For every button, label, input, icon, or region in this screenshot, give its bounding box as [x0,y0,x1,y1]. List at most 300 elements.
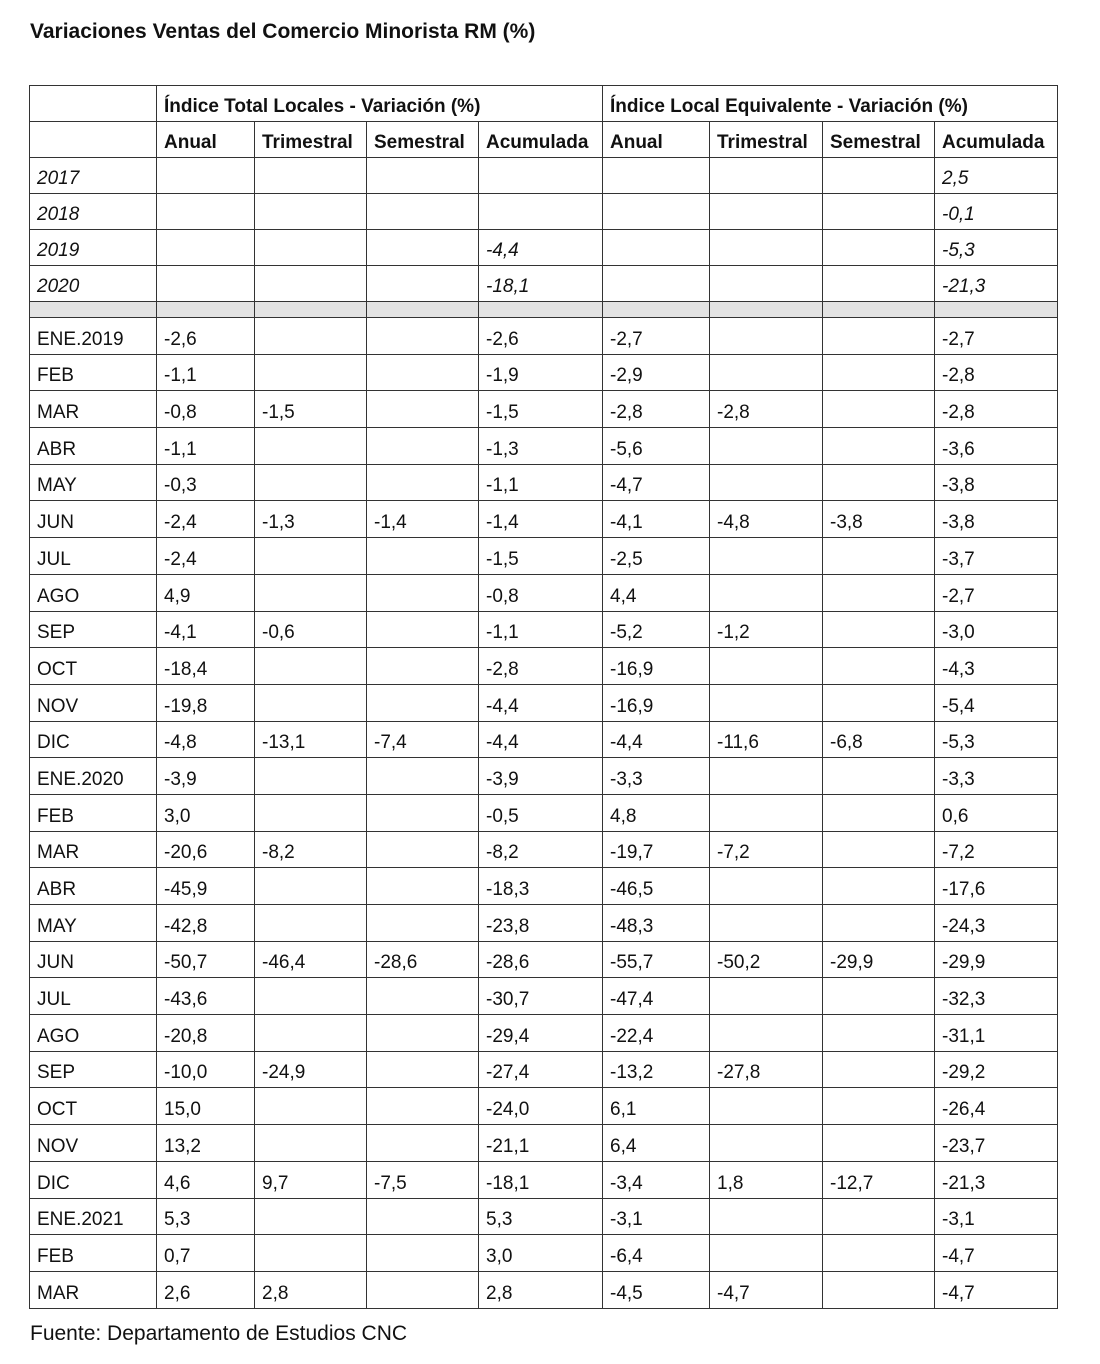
value-cell: -4,8 [710,501,823,538]
group-header-local-equivalente: Índice Local Equivalente - Variación (%) [603,86,1058,122]
separator-row [30,302,1058,318]
value-cell: -21,3 [935,266,1058,302]
value-cell: -29,2 [935,1051,1058,1088]
separator-cell [479,302,603,318]
value-cell: -7,5 [367,1161,479,1198]
corner-cell [30,86,157,122]
month-row [30,684,1058,721]
month-row [30,354,1058,391]
value-cell: -6,4 [603,1235,710,1272]
row-label: ENE.2020 [30,758,157,795]
value-cell [367,758,479,795]
value-cell: 4,8 [603,794,710,831]
value-cell [367,1015,479,1052]
value-cell [255,318,367,355]
value-cell: -24,3 [935,905,1058,942]
value-cell: -2,8 [710,391,823,428]
value-cell: 6,1 [603,1088,710,1125]
value-cell: -4,4 [479,721,603,758]
value-cell: -7,2 [935,831,1058,868]
value-cell [823,354,935,391]
value-cell: -1,1 [157,354,255,391]
value-cell: -0,5 [479,794,603,831]
value-cell [823,1015,935,1052]
value-cell: -18,4 [157,648,255,685]
row-label: ENE.2019 [30,318,157,355]
value-cell [255,194,367,230]
value-cell [710,1125,823,1162]
group-header-total-locales: Índice Total Locales - Variación (%) [157,86,603,122]
value-cell: 6,4 [603,1125,710,1162]
value-cell: -1,4 [367,501,479,538]
value-cell: -2,7 [935,318,1058,355]
value-cell: -3,3 [935,758,1058,795]
month-row [30,574,1058,611]
value-cell [823,538,935,575]
month-row [30,428,1058,465]
value-cell [823,230,935,266]
value-cell: -1,5 [255,391,367,428]
row-label: JUN [30,941,157,978]
value-cell [157,158,255,194]
row-label: MAY [30,905,157,942]
column-header: Trimestral [255,122,367,158]
value-cell [367,978,479,1015]
source-note: Fuente: Departamento de Estudios CNC [30,1322,408,1345]
value-cell [710,464,823,501]
row-label: MAR [30,831,157,868]
value-cell [255,230,367,266]
value-cell: -29,9 [823,941,935,978]
row-label: MAY [30,464,157,501]
value-cell: -7,2 [710,831,823,868]
row-label: MAR [30,391,157,428]
value-cell [367,684,479,721]
value-cell: -21,1 [479,1125,603,1162]
value-cell [479,194,603,230]
value-cell: 2,8 [479,1271,603,1308]
value-cell [255,354,367,391]
month-row [30,1051,1058,1088]
value-cell: 0,6 [935,794,1058,831]
value-cell [367,1051,479,1088]
value-cell: -8,2 [479,831,603,868]
value-cell [710,428,823,465]
value-cell [255,1088,367,1125]
value-cell [823,794,935,831]
group-header-row [30,86,1058,122]
value-cell: -27,4 [479,1051,603,1088]
value-cell: -46,5 [603,868,710,905]
month-row [30,794,1058,831]
value-cell: -0,6 [255,611,367,648]
value-cell: -12,7 [823,1161,935,1198]
value-cell: -3,7 [935,538,1058,575]
column-header: Semestral [367,122,479,158]
month-row [30,464,1058,501]
value-cell: 9,7 [255,1161,367,1198]
value-cell [367,1235,479,1272]
value-cell: -0,3 [157,464,255,501]
value-cell: -4,4 [479,230,603,266]
row-label: JUL [30,538,157,575]
value-cell [255,978,367,1015]
value-cell: -43,6 [157,978,255,1015]
month-row [30,1198,1058,1235]
value-cell: 3,0 [157,794,255,831]
separator-cell [823,302,935,318]
value-cell [823,905,935,942]
value-cell: -20,8 [157,1015,255,1052]
value-cell [367,391,479,428]
value-cell [367,794,479,831]
row-label: DIC [30,1161,157,1198]
value-cell [710,354,823,391]
value-cell: -17,6 [935,868,1058,905]
value-cell: 4,9 [157,574,255,611]
value-cell [367,428,479,465]
value-cell: -47,4 [603,978,710,1015]
value-cell [823,1271,935,1308]
value-cell [823,1198,935,1235]
value-cell [367,354,479,391]
value-cell: 3,0 [479,1235,603,1272]
column-header: Anual [157,122,255,158]
row-label: MAR [30,1271,157,1308]
value-cell [823,464,935,501]
row-label: SEP [30,1051,157,1088]
value-cell: -5,4 [935,684,1058,721]
row-label: 2019 [30,230,157,266]
value-cell [367,1271,479,1308]
value-cell: -13,2 [603,1051,710,1088]
value-cell [823,758,935,795]
month-row [30,941,1058,978]
value-cell: -16,9 [603,684,710,721]
value-cell [603,266,710,302]
value-cell: 4,4 [603,574,710,611]
year-row [30,158,1058,194]
row-label: OCT [30,648,157,685]
month-row [30,391,1058,428]
value-cell: -21,3 [935,1161,1058,1198]
month-row [30,1125,1058,1162]
value-cell [603,194,710,230]
value-cell: -4,5 [603,1271,710,1308]
row-label: 2018 [30,194,157,230]
value-cell: -6,8 [823,721,935,758]
value-cell: -4,1 [603,501,710,538]
value-cell: -24,0 [479,1088,603,1125]
row-label: ABR [30,428,157,465]
month-row [30,1235,1058,1272]
value-cell: -19,7 [603,831,710,868]
row-label: AGO [30,1015,157,1052]
separator-cell [710,302,823,318]
value-cell [710,794,823,831]
separator-cell [255,302,367,318]
value-cell: -3,8 [935,464,1058,501]
value-cell [710,758,823,795]
value-cell: 5,3 [479,1198,603,1235]
column-header: Semestral [823,122,935,158]
value-cell: -23,7 [935,1125,1058,1162]
value-cell: -18,1 [479,266,603,302]
value-cell [255,1125,367,1162]
value-cell [367,158,479,194]
value-cell [367,1125,479,1162]
value-cell: -1,9 [479,354,603,391]
value-cell: -45,9 [157,868,255,905]
value-cell: -27,8 [710,1051,823,1088]
value-cell: -1,1 [479,611,603,648]
row-label: FEB [30,794,157,831]
sales-variation-table [29,85,1058,1309]
value-cell [367,1198,479,1235]
value-cell: -4,4 [479,684,603,721]
value-cell: -3,6 [935,428,1058,465]
value-cell: -4,4 [603,721,710,758]
value-cell: -5,2 [603,611,710,648]
value-cell [710,230,823,266]
month-row [30,1161,1058,1198]
row-label: 2017 [30,158,157,194]
value-cell: -55,7 [603,941,710,978]
value-cell [823,868,935,905]
row-label: NOV [30,1125,157,1162]
year-row [30,266,1058,302]
value-cell [823,428,935,465]
separator-cell [367,302,479,318]
value-cell: -3,4 [603,1161,710,1198]
value-cell [255,758,367,795]
value-cell [367,230,479,266]
value-cell: 4,6 [157,1161,255,1198]
value-cell: -23,8 [479,905,603,942]
row-label: ENE.2021 [30,1198,157,1235]
value-cell: -3,3 [603,758,710,795]
value-cell: 0,7 [157,1235,255,1272]
value-cell: 2,6 [157,1271,255,1308]
row-label: NOV [30,684,157,721]
month-row [30,868,1058,905]
value-cell [255,1198,367,1235]
value-cell [710,538,823,575]
value-cell: -3,9 [479,758,603,795]
value-cell: -48,3 [603,905,710,942]
value-cell [710,574,823,611]
value-cell [255,868,367,905]
row-label: ABR [30,868,157,905]
value-cell: -7,4 [367,721,479,758]
value-cell [157,230,255,266]
value-cell: 15,0 [157,1088,255,1125]
value-cell [255,158,367,194]
value-cell: 5,3 [157,1198,255,1235]
value-cell [823,1235,935,1272]
value-cell [255,684,367,721]
corner-cell [30,122,157,158]
value-cell [367,318,479,355]
value-cell [157,266,255,302]
value-cell [367,574,479,611]
value-cell [255,648,367,685]
value-cell [255,538,367,575]
value-cell [255,794,367,831]
value-cell: -46,4 [255,941,367,978]
value-cell: -1,5 [479,391,603,428]
value-cell: -18,3 [479,868,603,905]
value-cell: -50,2 [710,941,823,978]
value-cell: -2,8 [603,391,710,428]
value-cell: -13,1 [255,721,367,758]
value-cell: -2,4 [157,538,255,575]
value-cell [367,648,479,685]
value-cell: -29,4 [479,1015,603,1052]
value-cell: -2,5 [603,538,710,575]
column-header: Trimestral [710,122,823,158]
value-cell [823,684,935,721]
value-cell: -2,8 [935,391,1058,428]
year-row [30,230,1058,266]
column-header: Acumulada [479,122,603,158]
value-cell: -1,1 [479,464,603,501]
value-cell [367,266,479,302]
value-cell: -2,8 [935,354,1058,391]
value-cell [823,648,935,685]
value-cell [823,391,935,428]
separator-cell [935,302,1058,318]
value-cell [823,978,935,1015]
value-cell: -2,8 [479,648,603,685]
value-cell [367,194,479,230]
value-cell: -5,3 [935,721,1058,758]
value-cell: -0,8 [157,391,255,428]
value-cell [710,266,823,302]
column-header: Acumulada [935,122,1058,158]
value-cell: -42,8 [157,905,255,942]
row-label: SEP [30,611,157,648]
value-cell: -28,6 [367,941,479,978]
value-cell: -19,8 [157,684,255,721]
value-cell: -2,9 [603,354,710,391]
value-cell [710,1198,823,1235]
value-cell [367,538,479,575]
month-row [30,611,1058,648]
month-row [30,648,1058,685]
value-cell: -4,3 [935,648,1058,685]
value-cell [823,318,935,355]
value-cell: -24,9 [255,1051,367,1088]
row-label: JUL [30,978,157,1015]
value-cell [367,831,479,868]
value-cell: 2,8 [255,1271,367,1308]
value-cell [367,1088,479,1125]
value-cell: -4,7 [935,1271,1058,1308]
separator-cell [30,302,157,318]
value-cell [823,611,935,648]
value-cell [823,1088,935,1125]
value-cell: -31,1 [935,1015,1058,1052]
value-cell [823,1125,935,1162]
value-cell [255,1235,367,1272]
value-cell: -1,4 [479,501,603,538]
row-label: FEB [30,1235,157,1272]
subheader-row [30,122,1058,158]
value-cell: -1,2 [710,611,823,648]
value-cell [367,611,479,648]
value-cell [710,1235,823,1272]
value-cell: 1,8 [710,1161,823,1198]
value-cell: -26,4 [935,1088,1058,1125]
value-cell [710,684,823,721]
value-cell: -18,1 [479,1161,603,1198]
value-cell: -0,1 [935,194,1058,230]
value-cell [710,868,823,905]
value-cell: -3,8 [935,501,1058,538]
value-cell: -4,7 [935,1235,1058,1272]
value-cell: -28,6 [479,941,603,978]
value-cell: -8,2 [255,831,367,868]
row-label: JUN [30,501,157,538]
month-row [30,905,1058,942]
value-cell [823,831,935,868]
value-cell [255,266,367,302]
month-row [30,1271,1058,1308]
row-label: DIC [30,721,157,758]
value-cell [603,158,710,194]
value-cell: -10,0 [157,1051,255,1088]
value-cell: -2,6 [479,318,603,355]
value-cell: -50,7 [157,941,255,978]
month-row [30,501,1058,538]
value-cell: -1,3 [479,428,603,465]
value-cell [823,1051,935,1088]
value-cell [367,464,479,501]
month-row [30,538,1058,575]
value-cell [255,464,367,501]
value-cell [710,978,823,1015]
value-cell [710,194,823,230]
separator-cell [603,302,710,318]
value-cell: -2,7 [935,574,1058,611]
value-cell [823,158,935,194]
month-row [30,758,1058,795]
row-label: 2020 [30,266,157,302]
value-cell: -1,5 [479,538,603,575]
document-title: Variaciones Ventas del Comercio Minorista RM (%) [30,20,536,43]
month-row [30,1015,1058,1052]
value-cell: -4,7 [603,464,710,501]
value-cell: -1,3 [255,501,367,538]
value-cell: -29,9 [935,941,1058,978]
value-cell: -1,1 [157,428,255,465]
value-cell [823,266,935,302]
value-cell [710,318,823,355]
value-cell [255,905,367,942]
value-cell [479,158,603,194]
value-cell: -0,8 [479,574,603,611]
month-row [30,721,1058,758]
column-header: Anual [603,122,710,158]
value-cell: -3,0 [935,611,1058,648]
value-cell: -32,3 [935,978,1058,1015]
value-cell: -22,4 [603,1015,710,1052]
value-cell [710,158,823,194]
value-cell: 2,5 [935,158,1058,194]
month-row [30,978,1058,1015]
value-cell: -20,6 [157,831,255,868]
